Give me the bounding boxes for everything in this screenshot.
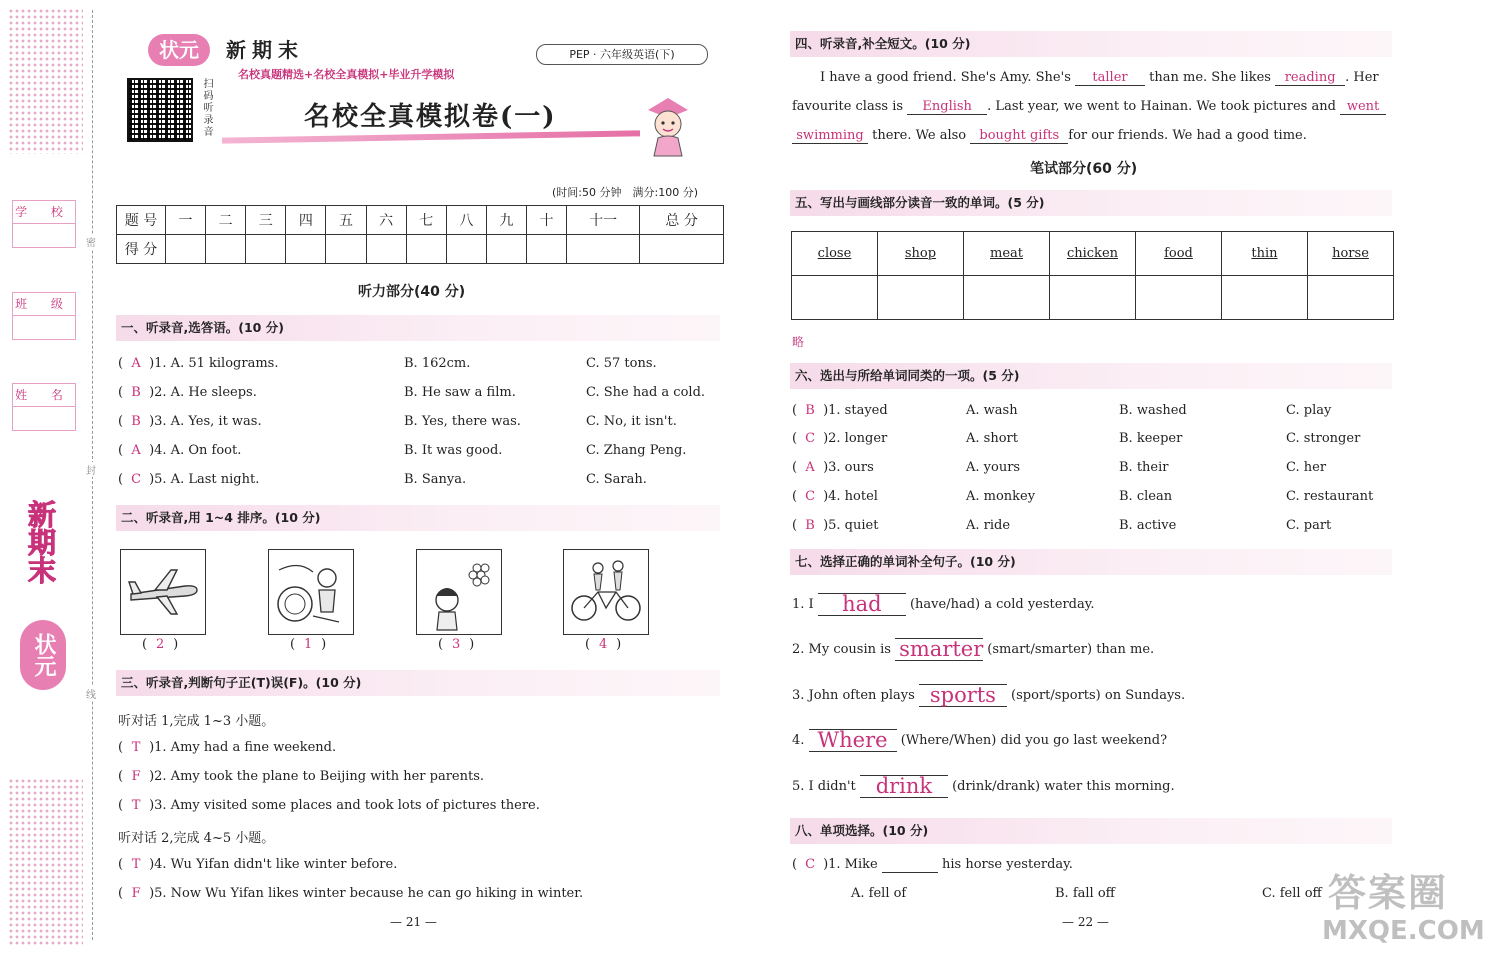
s8-opt-b: B. fall off xyxy=(1055,886,1115,901)
order-number: 3 xyxy=(451,637,461,652)
writing-title: 笔试部分(60 分) xyxy=(1030,161,1138,177)
s6-opt-a: A. short xyxy=(966,431,1018,446)
passage-text: . Her xyxy=(1345,70,1379,85)
phonics-word: meat xyxy=(964,232,1050,276)
s7-item-4 xyxy=(792,729,1167,752)
score-cell[interactable] xyxy=(406,235,446,264)
name-label: 姓 名 xyxy=(13,384,75,407)
question-text: )3. A. Yes, it was. xyxy=(149,414,262,429)
sentence-end: (sport/sports) on Sundays. xyxy=(1011,688,1186,703)
question-text: )5. quiet xyxy=(823,518,879,533)
girl-grapes-icon xyxy=(417,550,501,634)
s1-opt-c: C. No, it isn't. xyxy=(586,414,677,429)
answer-mark: T xyxy=(131,740,141,755)
question-text: )2. A. He sleeps. xyxy=(149,385,257,400)
phonics-word: close xyxy=(792,232,878,276)
answer-mark: B xyxy=(131,414,141,429)
passage-line-2 xyxy=(792,99,1386,115)
answer-mark: F xyxy=(131,886,141,901)
picture-girl-grapes xyxy=(416,549,502,635)
score-header: 八 xyxy=(446,206,486,235)
sentence-end: (smart/smarter) than me. xyxy=(987,642,1155,657)
sentence-start: 2. My cousin is xyxy=(792,642,891,657)
s6-item-5: ( B )5. quiet xyxy=(792,518,879,533)
s3-item-2: ( F )2. Amy took the plane to Beijing with her parents. xyxy=(118,769,485,784)
score-cell[interactable] xyxy=(166,235,206,264)
section1-title: 一、听录音,选答语。(10 分) xyxy=(116,315,720,341)
score-cell[interactable] xyxy=(206,235,246,264)
page-number-right: — 22 — xyxy=(1062,915,1109,929)
score-header: 一 xyxy=(166,206,206,235)
question-text: )1. A. 51 kilograms. xyxy=(149,356,279,371)
answer-cell[interactable] xyxy=(964,276,1050,320)
brand-title: 新期末 xyxy=(226,38,304,62)
passage-text: . Last year, we went to Hainan. We took pictures and xyxy=(987,99,1336,114)
s7-item-5 xyxy=(792,775,1175,798)
phonics-word: thin xyxy=(1222,232,1308,276)
order-answer-1[interactable]: ( 2 ) xyxy=(142,637,179,652)
answer-mark: T xyxy=(131,798,141,813)
s6-opt-b: B. keeper xyxy=(1119,431,1183,446)
score-cell[interactable] xyxy=(526,235,566,264)
s8-opt-a: A. fell of xyxy=(851,886,907,901)
airplane-icon xyxy=(121,550,205,634)
s6-opt-a: A. ride xyxy=(966,518,1011,533)
section6-title: 六、选出与所给单词同类的一项。(5 分) xyxy=(790,363,1392,389)
answer-mark: B xyxy=(131,385,141,400)
order-answer-4[interactable]: ( 4 ) xyxy=(585,637,622,652)
answer-cell[interactable] xyxy=(1308,276,1394,320)
s6-item-4: ( C )4. hotel xyxy=(792,489,878,504)
sidebar-vertical-title: 新期末 xyxy=(24,500,57,584)
s1-opt-b: B. Yes, there was. xyxy=(404,414,521,429)
picture-bike-rider xyxy=(268,549,354,635)
s8-item-1: ( C )1. Mike his horse yesterday. xyxy=(792,857,1073,872)
section4-title: 四、听录音,补全短文。(10 分) xyxy=(790,31,1392,57)
phonics-word: horse xyxy=(1308,232,1394,276)
s1-item-3: ( B )3. A. Yes, it was. xyxy=(118,414,262,429)
tandem-bicycle-icon xyxy=(564,550,648,634)
answer-cell[interactable] xyxy=(792,276,878,320)
score-cell[interactable] xyxy=(486,235,526,264)
question-text: )3. ours xyxy=(823,460,874,475)
s6-opt-b: B. clean xyxy=(1119,489,1173,504)
mascot-icon xyxy=(636,92,700,158)
answer-mark: C xyxy=(805,431,816,446)
listening-title: 听力部分(40 分) xyxy=(358,284,466,300)
qr-code[interactable] xyxy=(127,78,193,142)
s1-opt-c: C. 57 tons. xyxy=(586,356,657,371)
question-text: his horse yesterday. xyxy=(942,857,1073,872)
answer-mark: B xyxy=(805,518,815,533)
score-cell[interactable] xyxy=(246,235,286,264)
fill-blank-1[interactable]: had xyxy=(818,593,906,616)
passage-line-1 xyxy=(820,70,1379,86)
s6-opt-c: C. restaurant xyxy=(1286,489,1374,504)
phonics-word: chicken xyxy=(1050,232,1136,276)
class-field[interactable] xyxy=(12,292,76,340)
statement-text: )4. Wu Yifan didn't like winter before. xyxy=(149,857,398,872)
sentence-end: (have/had) a cold yesterday. xyxy=(909,597,1095,612)
s1-item-4: ( A )4. A. On foot. xyxy=(118,443,242,458)
s7-item-3 xyxy=(792,684,1185,707)
section3-title: 三、听录音,判断句子正(T)误(F)。(10 分) xyxy=(116,670,720,696)
answer-mark: T xyxy=(131,857,141,872)
s6-opt-b: B. their xyxy=(1119,460,1169,475)
fill-blank-2[interactable]: smarter xyxy=(895,638,983,661)
statement-text: )3. Amy visited some places and took lots of pictures there. xyxy=(149,798,540,813)
order-number: 2 xyxy=(155,637,165,652)
s3-item-1: ( T )1. Amy had a fine weekend. xyxy=(118,740,337,755)
score-cell[interactable] xyxy=(567,235,640,264)
s7-item-2 xyxy=(792,638,1154,661)
answer-cell[interactable] xyxy=(1222,276,1308,320)
answer-mark: F xyxy=(131,769,141,784)
s6-opt-b: B. washed xyxy=(1119,403,1187,418)
score-cell[interactable] xyxy=(326,235,366,264)
sidebar-dot-pattern-top xyxy=(8,8,83,154)
s6-opt-c: C. play xyxy=(1286,403,1332,418)
passage-text: favourite class is xyxy=(792,99,904,114)
score-header: 七 xyxy=(406,206,446,235)
score-header: 六 xyxy=(366,206,406,235)
s6-opt-c: C. her xyxy=(1286,460,1327,475)
question-text: )1. stayed xyxy=(823,403,888,418)
order-answer-3[interactable]: ( 3 ) xyxy=(438,637,475,652)
score-header: 四 xyxy=(286,206,326,235)
answer-note: 略 xyxy=(792,335,805,349)
sentence-start: 5. I didn't xyxy=(792,779,856,794)
answer-cell[interactable] xyxy=(878,276,964,320)
sentence-end: (Where/When) did you go last weekend? xyxy=(900,733,1168,748)
answer-mark: C xyxy=(131,472,142,487)
question-text: )4. A. On foot. xyxy=(149,443,242,458)
picture-airplane xyxy=(120,549,206,635)
s6-item-2: ( C )2. longer xyxy=(792,431,888,446)
question-text: )4. hotel xyxy=(823,489,878,504)
school-field[interactable] xyxy=(12,200,76,248)
cut-mark-1: 密 xyxy=(86,234,96,249)
fill-blank-4[interactable]: Where xyxy=(809,729,897,752)
sidebar-badge: 状元 xyxy=(20,620,66,690)
s1-opt-b: B. Sanya. xyxy=(404,472,467,487)
score-table xyxy=(116,205,724,264)
s8-opt-c: C. fell off xyxy=(1262,886,1322,901)
s6-opt-b: B. active xyxy=(1119,518,1177,533)
watermark-logo: 答案圈 xyxy=(1328,871,1449,915)
fill-blank-5[interactable]: drink xyxy=(860,775,948,798)
s6-item-3: ( A )3. ours xyxy=(792,460,874,475)
dialog2-instruction: 听对话 2,完成 4~5 小题。 xyxy=(118,831,275,846)
s3-item-5: ( F )5. Now Wu Yifan likes winter because he can go hiking in winter. xyxy=(118,886,584,901)
answer-mark: A xyxy=(131,356,141,371)
phonics-table xyxy=(791,231,1394,320)
passage-blank-3[interactable]: English xyxy=(907,99,987,115)
watermark-url: MXQE.COM xyxy=(1322,916,1485,946)
class-label: 班 级 xyxy=(13,293,75,316)
dialog1-instruction: 听对话 1,完成 1~3 小题。 xyxy=(118,714,275,729)
passage-blank-4[interactable]: went xyxy=(1340,99,1386,115)
passage-blank-2[interactable]: reading xyxy=(1275,70,1345,86)
question-text: )1. Mike xyxy=(823,857,878,872)
s1-opt-b: B. He saw a film. xyxy=(404,385,516,400)
exam-title: 名校全真模拟卷(一) xyxy=(304,102,557,132)
mcq-blank[interactable] xyxy=(882,857,938,873)
score-row-label: 得 分 xyxy=(117,235,166,264)
cut-mark-2: 封 xyxy=(86,462,96,477)
sentence-start: 4. xyxy=(792,733,805,748)
s3-item-4: ( T )4. Wu Yifan didn't like winter before. xyxy=(118,857,398,872)
answer-mark: A xyxy=(805,460,815,475)
score-header: 五 xyxy=(326,206,366,235)
qr-caption: 扫码听录音 xyxy=(201,78,212,138)
answer-mark: B xyxy=(805,403,815,418)
score-cell[interactable] xyxy=(640,235,724,264)
page-number-left: — 21 — xyxy=(390,915,437,929)
edition-tag: PEP · 六年级英语(下) xyxy=(536,44,708,65)
section5-title: 五、写出与画线部分读音一致的单词。(5 分) xyxy=(790,190,1392,216)
s3-item-3: ( T )3. Amy visited some places and took lots of pictures there. xyxy=(118,798,540,813)
statement-text: )1. Amy had a fine weekend. xyxy=(149,740,337,755)
s6-opt-c: C. part xyxy=(1286,518,1332,533)
score-header: 二 xyxy=(206,206,246,235)
score-cell[interactable] xyxy=(286,235,326,264)
passage-line-3 xyxy=(792,128,1307,144)
s1-opt-b: B. It was good. xyxy=(404,443,503,458)
score-header: 十一 xyxy=(567,206,640,235)
score-header: 题 号 xyxy=(117,206,166,235)
school-label: 学 校 xyxy=(13,201,75,224)
score-cell[interactable] xyxy=(366,235,406,264)
statement-text: )2. Amy took the plane to Beijing with her parents. xyxy=(149,769,485,784)
passage-text: for our friends. We had a good time. xyxy=(1068,128,1307,143)
s6-item-1: ( B )1. stayed xyxy=(792,403,888,418)
order-answer-2[interactable]: ( 1 ) xyxy=(290,637,327,652)
question-text: )2. longer xyxy=(823,431,888,446)
score-header: 三 xyxy=(246,206,286,235)
cut-mark-3: 线 xyxy=(86,686,96,701)
passage-text: than me. She likes xyxy=(1149,70,1271,85)
score-cell[interactable] xyxy=(446,235,486,264)
order-number: 4 xyxy=(598,637,608,652)
sentence-end: (drink/drank) water this morning. xyxy=(952,779,1175,794)
question-text: )5. A. Last night. xyxy=(149,472,260,487)
answer-cell[interactable] xyxy=(1050,276,1136,320)
s7-item-1 xyxy=(792,593,1094,616)
section7-title: 七、选择正确的单词补全句子。(10 分) xyxy=(790,549,1392,575)
answer-mark: C xyxy=(805,857,816,872)
section8-title: 八、单项选择。(10 分) xyxy=(790,818,1392,844)
passage-blank-5[interactable]: swimming xyxy=(792,128,868,144)
s6-opt-a: A. wash xyxy=(966,403,1018,418)
s1-opt-c: C. Zhang Peng. xyxy=(586,443,687,458)
passage-blank-6[interactable]: bought gifts xyxy=(970,128,1068,144)
name-field[interactable] xyxy=(12,383,76,431)
answer-cell[interactable] xyxy=(1136,276,1222,320)
score-header: 总 分 xyxy=(640,206,724,235)
s1-opt-c: C. Sarah. xyxy=(586,472,647,487)
phonics-word: shop xyxy=(878,232,964,276)
score-header: 九 xyxy=(486,206,526,235)
fill-blank-3[interactable]: sports xyxy=(919,684,1007,707)
s1-item-2: ( B )2. A. He sleeps. xyxy=(118,385,257,400)
time-info: (时间:50 分钟 满分:100 分) xyxy=(552,186,698,199)
s1-opt-b: B. 162cm. xyxy=(404,356,471,371)
passage-blank-1[interactable]: taller xyxy=(1075,70,1145,86)
passage-text: I have a good friend. She's Amy. She's xyxy=(820,70,1071,85)
s6-opt-c: C. stronger xyxy=(1286,431,1361,446)
score-header: 十 xyxy=(526,206,566,235)
section2-title: 二、听录音,用 1~4 排序。(10 分) xyxy=(116,505,720,531)
answer-mark: A xyxy=(131,443,141,458)
sidebar-dot-pattern-bottom xyxy=(8,778,83,946)
series-subtitle: 名校真题精选+名校全真模拟+毕业升学模拟 xyxy=(238,68,455,81)
s6-opt-a: A. monkey xyxy=(966,489,1036,504)
sentence-start: 3. John often plays xyxy=(792,688,915,703)
order-number: 1 xyxy=(303,637,313,652)
brand-badge: 状元 xyxy=(148,34,210,66)
sentence-start: 1. I xyxy=(792,597,814,612)
passage-text: there. We also xyxy=(872,128,967,143)
s1-item-5: ( C )5. A. Last night. xyxy=(118,472,260,487)
s6-opt-a: A. yours xyxy=(966,460,1021,475)
s1-item-1: ( A )1. A. 51 kilograms. xyxy=(118,356,279,371)
s1-opt-c: C. She had a cold. xyxy=(586,385,706,400)
phonics-word: food xyxy=(1136,232,1222,276)
statement-text: )5. Now Wu Yifan likes winter because he can go hiking in winter. xyxy=(149,886,584,901)
answer-mark: C xyxy=(805,489,816,504)
picture-tandem-bicycle xyxy=(563,549,649,635)
bike-rider-icon xyxy=(269,550,353,634)
